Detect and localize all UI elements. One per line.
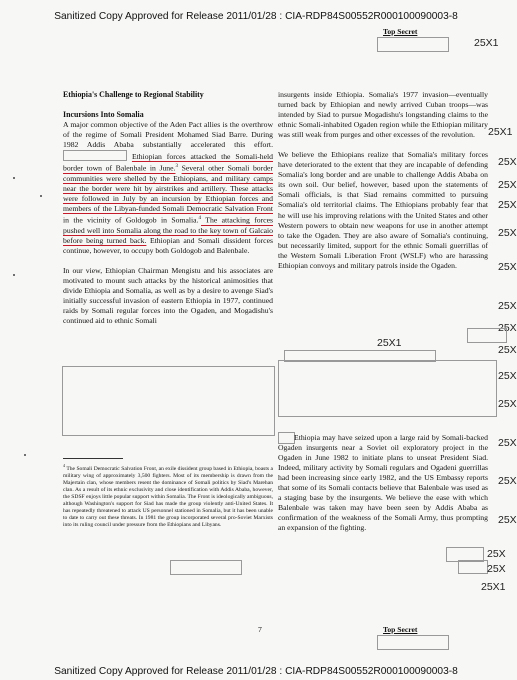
redaction-mark: 25X xyxy=(498,398,517,410)
highlighted-passage: Ethiopian forces attacked the Somali-held border town of Balenbale in June. xyxy=(63,152,274,173)
footnote-rule xyxy=(63,458,123,459)
right-paragraph-1: insurgents inside Ethiopia. Somalia's 1977 invasion—eventually turned back by Ethiopian and newly arrived Cuban troops—was intended by Siad to pursue Mogadishu's longstanding claims to the ethnic Somali-inhabited Ogaden region while the Ethiopian military was still weak from purges and other excesses of the revolution. xyxy=(278,90,488,140)
scan-speck xyxy=(13,177,15,179)
page-number: 7 xyxy=(258,625,262,634)
redaction-mark: 25X xyxy=(487,563,506,575)
redaction-box xyxy=(377,635,449,650)
left-column xyxy=(63,90,273,326)
redaction-mark: 25X1 xyxy=(481,581,506,593)
redaction-mark: 25X xyxy=(487,548,506,560)
redaction-mark: 25X xyxy=(498,199,517,211)
redaction-mark: 25X1 xyxy=(474,37,499,49)
section-heading: Ethiopia's Challenge to Regional Stability xyxy=(63,90,204,99)
scan-speck xyxy=(13,274,15,276)
redaction-box xyxy=(63,150,127,161)
classification-top: Top Secret xyxy=(383,27,418,36)
redaction-mark: 25X xyxy=(498,514,517,526)
right-column xyxy=(278,90,488,271)
release-banner-top: Sanitized Copy Approved for Release 2011/01/28 : CIA-RDP84S00552R000100090003-8 xyxy=(54,11,458,22)
highlighted-passage: Several other Somali border communities were shelled by the Ethiopians, and military camps near the border were hit by airstrikes and artillery. These attacks were followed in July by an incursion by Ethiopian forces and members of the Libyan-funded Somali Democratic Salvation Front xyxy=(63,163,274,214)
redaction-mark: 25X xyxy=(498,156,517,168)
redaction-mark: 25X xyxy=(498,227,517,239)
redaction-mark: 25X xyxy=(498,322,517,334)
redaction-box xyxy=(170,560,242,575)
release-banner-bottom: Sanitized Copy Approved for Release 2011/01/28 : CIA-RDP84S00552R000100090003-8 xyxy=(54,666,458,677)
redaction-mark: 25X xyxy=(498,300,517,312)
redaction-box xyxy=(377,37,449,52)
right-column-lower xyxy=(278,433,488,533)
classification-bottom: Top Secret xyxy=(383,625,418,634)
redaction-box xyxy=(278,360,497,417)
left-paragraph-2: In our view, Ethiopian Chairman Mengistu and his associates are motivated to mount such attacks by the historical animosities that divide Ethiopia and Somalia, as well as by a desire to avenge Siad's initially successful invasion of eastern Ethiopia in 1977, continued raids by Somali regular forces into the Ogaden, and Mogadishu's continued aid to ethnic Somali xyxy=(63,265,273,326)
redaction-mark: 25X xyxy=(498,370,517,382)
right-paragraph-3: Ethiopia may have seized upon a large raid by Somali-backed Ogaden insurgents near a Soviet oil exploratory project in the Ogaden in June 1982 to initiate plans to unseat President Siad. Indeed, military activity by Somali regulars and Ogadeni guerrillas had been increasing since early 1982, and the US Embassy reports that some of its Somali contacts believe that Balenbale was used as a staging base by the insurgents. We believe the ease with which Balenbale was taken may have been seen by Addis Ababa as confirmation of the weakness of the Somali Army, thus prompting an expansion of the fighting. xyxy=(278,433,488,533)
redaction-mark: 25X xyxy=(498,261,517,273)
right-paragraph-2: We believe the Ethiopians realize that Somalia's military forces have deteriorated to the extent that they are incapable of defending Somalia's long border and are unable to challenge Addis Ababa on its own soil. Our belief, however, based upon the statements of Somali officials, is that Siad remains committed to pursuing Somalia's old territorial claims. The Ethiopians probably fear that he will use his improving relations with the United States and other Western powers to obtain new weapons for use in another attempt to take the Ogaden. They are also aware of Somalia's continuing, but necessarily limited, support for the ethnic Somali guerrillas of the Western Somali Liberation Front (WSLF) who are harassing Ethiopian convoys and military patrols inside the Ogaden. xyxy=(278,150,488,270)
left-paragraph-1: A major common objective of the Aden Pact allies is the overthrow of the regime of Somali President Mohamed Siad Barre. During 1982 Addis Ababa substantially accelerated this effort. Ethiopian forces attacked the Somali-held border town of Balenbale in June.$^3$ Several other Somali border communities were shelled by the Ethiopians, and military camps near the border were hit by airstrikes and artillery. These attacks were followed in July by an incursion by Ethiopian forces and members of the Libyan-funded Somali Democratic Salvation Front in the vicinity of Goldogob in Somalia.$^4$ The attacking forces pushed well into Somalia along the road to the key town of Galcaio before being turned back. Ethiopian and Somali dissident forces continue, however, to occupy both Goldogob and Balenbale. xyxy=(63,120,274,255)
subsection-heading: Incursions Into Somalia xyxy=(63,110,144,120)
redaction-mark: 25X xyxy=(498,475,517,487)
scan-speck xyxy=(24,454,26,456)
redaction-box xyxy=(458,560,488,574)
redaction-mark: 25X1 xyxy=(488,126,513,138)
highlighted-passage: The attacking forces pushed well into Somalia along the road to the key town of Galcaio before being turned back. xyxy=(63,215,273,245)
footnote: $^4$ The Somali Democratic Salvation Front, an exile dissident group based in Ethiopia, boasts a military wing of approximately 3,500 fighters. Most of its membership is drawn from the Majertain clan, whose members resent the dominance of Somali politics by Siad's Marehan clan. As a result of its ethnic exclusivity and close identification with Addis Ababa, however, the SDSF enjoys little popular support within Somalia. The Front is ideologically ambiguous, although Washington's support for Siad has made the group violently anti-United States. It has repeatedly threatened to attack US personnel stationed in Somalia, but it has been unable to date to carry out these threats. In 1981 the group incorporated several pro-Soviet Marxists into its ruling council under pressure from the Ethiopians and Libyans. xyxy=(63,463,273,529)
redaction-mark: 25X xyxy=(498,179,517,191)
redaction-mark: 25X1 xyxy=(377,337,402,349)
scan-speck xyxy=(40,195,42,197)
redaction-mark: 25X xyxy=(498,437,517,449)
redaction-box xyxy=(467,328,507,343)
redaction-mark: 25X xyxy=(498,344,517,356)
redaction-box xyxy=(62,366,275,436)
